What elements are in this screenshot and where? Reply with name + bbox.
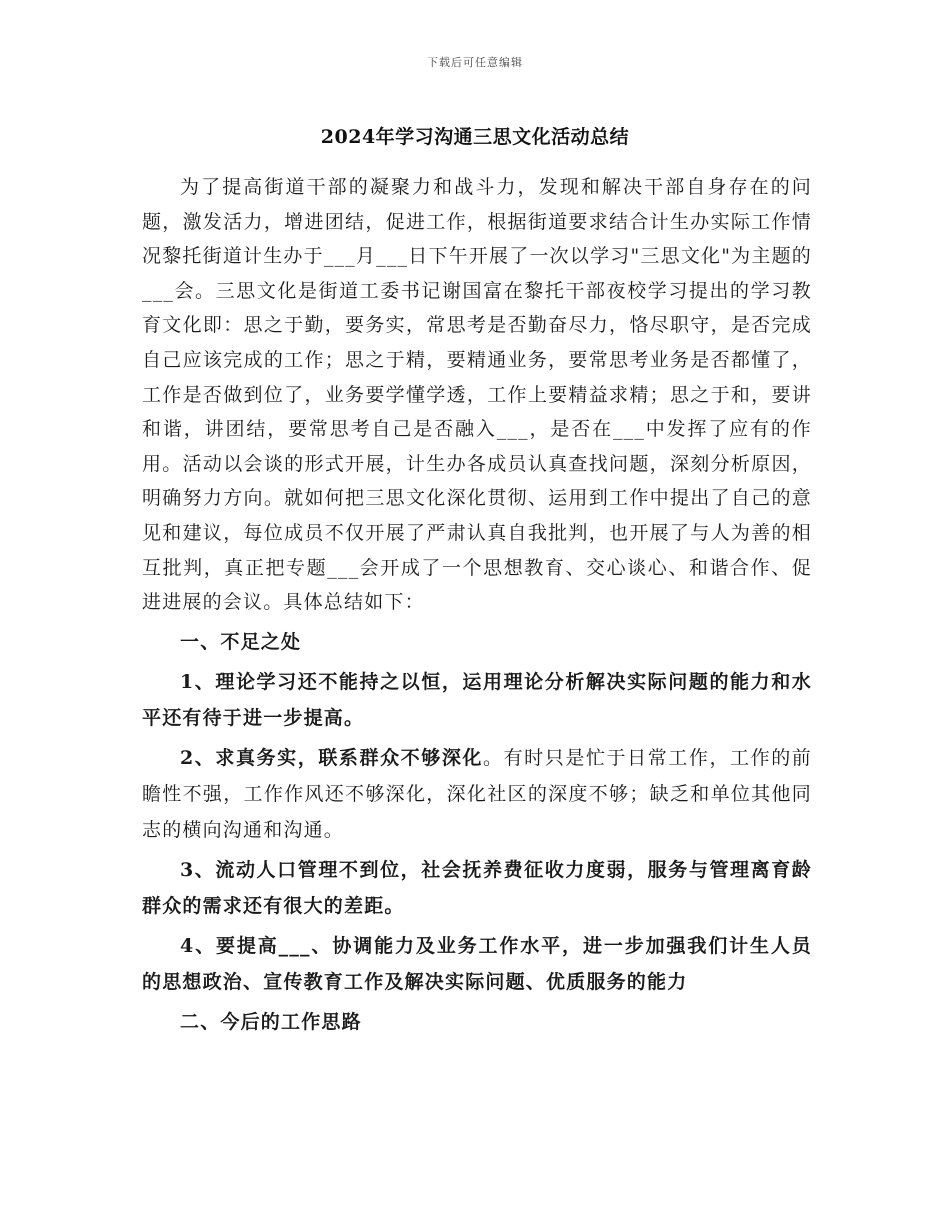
shortcoming-item-4: 4、要提高___、协调能力及业务工作水平，进一步加强我们计生人员的思想政治、宣传教育工作及解决实际问题、优质服务的能力 [142,934,812,993]
intro-paragraph: 为了提高街道干部的凝聚力和战斗力，发现和解决干部自身存在的问题，激发活力，增进团结，促进工作，根据街道要求结合计生办实际工作情况黎托街道计生办于___月___日下午开展了一次以学习"三思文化"为主题的___会。三思文化是街道工委书记谢国富在黎托干部夜校学习提出的学习教育文化即：思之于勤，要务实，常思考是否勤奋尽力，恪尽职守，是否完成自己应该完成的工作；思之于精，要精通业务，要常思考业务是否都懂了，工作是否做到位了，业务要学懂学透，工作上要精益求精；思之于和，要讲和谐，讲团结，要常思考自己是否融入___，是否在___中发挥了应有的作用。活动以会谈的形式开展，计生办各成员认真查找问题，深刻分析原因，明确努力方向。就如何把三思文化深化贯彻、运用到工作中提出了自己的意见和建议，每位成员不仅开展了严肃认真自我批判，也开展了与人为善的相互批判，真正把专题___会开成了一个思想教育、交心谈心、和谐合作、促进进展的会议。具体总结如下： [142,176,812,614]
shortcoming-item-2-body: 。有时只是忙于日常工作，工作的前瞻性不强，工作作风还不够深化，深化社区的深度不够；缺乏和单位其他同志的横向沟通和沟通。 [142,746,812,841]
section-heading-shortcomings: 一、不足之处 [180,630,302,653]
shortcoming-item-3: 3、流动人口管理不到位，社会抚养费征收力度弱，服务与管理离育龄群众的需求还有很大的差距。 [142,858,812,917]
document-body [142,170,812,1040]
shortcoming-item-1: 1、理论学习还不能持之以恒，运用理论分析解决实际问题的能力和水平还有待于进一步提高。 [142,670,812,729]
shortcoming-item-2 [142,740,812,848]
header-note: 下载后可任意编辑 [427,56,523,69]
section-heading-future-work: 二、今后的工作思路 [180,1010,362,1033]
shortcoming-item-2-lead: 2、求真务实，联系群众不够深化 [180,746,484,769]
document-title: 2024年学习沟通三思文化活动总结 [320,126,630,148]
